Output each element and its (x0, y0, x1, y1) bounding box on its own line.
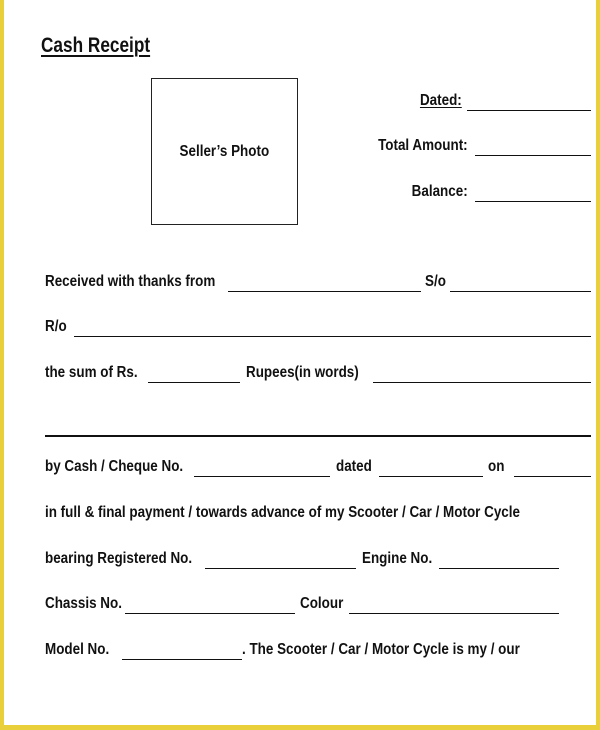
seller-photo-label: Seller’s Photo (179, 142, 270, 160)
son-of-label: S/o (425, 273, 446, 290)
dated-label: Dated: (420, 92, 462, 109)
total-amount-line (475, 155, 591, 156)
engine-no-line (439, 568, 559, 569)
model-no-line (122, 659, 242, 660)
sum-label: the sum of Rs. (45, 364, 138, 381)
registered-no-line (205, 568, 356, 569)
colour-line (349, 613, 559, 614)
cheque-dated-label: dated (336, 458, 372, 475)
bottom-border (4, 725, 596, 730)
rupees-words-label: Rupees(in words) (246, 364, 359, 381)
on-line (514, 476, 591, 477)
total-amount-label: Total Amount: (378, 137, 468, 154)
full-payment-text: in full & final payment / towards advance of my Scooter / Car / Motor Cycle (45, 504, 520, 521)
resident-of-label: R/o (45, 318, 67, 335)
registered-no-label: bearing Registered No. (45, 550, 193, 567)
colour-label: Colour (300, 595, 344, 612)
cheque-dated-line (379, 476, 483, 477)
on-label: on (488, 458, 505, 475)
chassis-no-line (125, 613, 295, 614)
seller-photo-box (151, 78, 298, 225)
dated-line (467, 110, 591, 111)
engine-no-label: Engine No. (362, 550, 433, 567)
resident-of-line (74, 336, 591, 337)
balance-label: Balance: (411, 183, 468, 200)
rupees-words-line (373, 382, 591, 383)
vehicle-ownership-text: . The Scooter / Car / Motor Cycle is my / our (242, 641, 520, 658)
received-from-line (228, 291, 421, 292)
received-from-label: Received with thanks from (45, 273, 216, 290)
model-no-label: Model No. (45, 641, 110, 658)
chassis-no-label: Chassis No. (45, 595, 122, 612)
sum-line (148, 382, 240, 383)
balance-line (475, 201, 591, 202)
cheque-no-line (194, 476, 330, 477)
cheque-no-label: by Cash / Cheque No. (45, 458, 184, 475)
son-of-line (450, 291, 591, 292)
amount-words-continuation-line (45, 435, 591, 437)
page-title: Cash Receipt (41, 34, 151, 57)
